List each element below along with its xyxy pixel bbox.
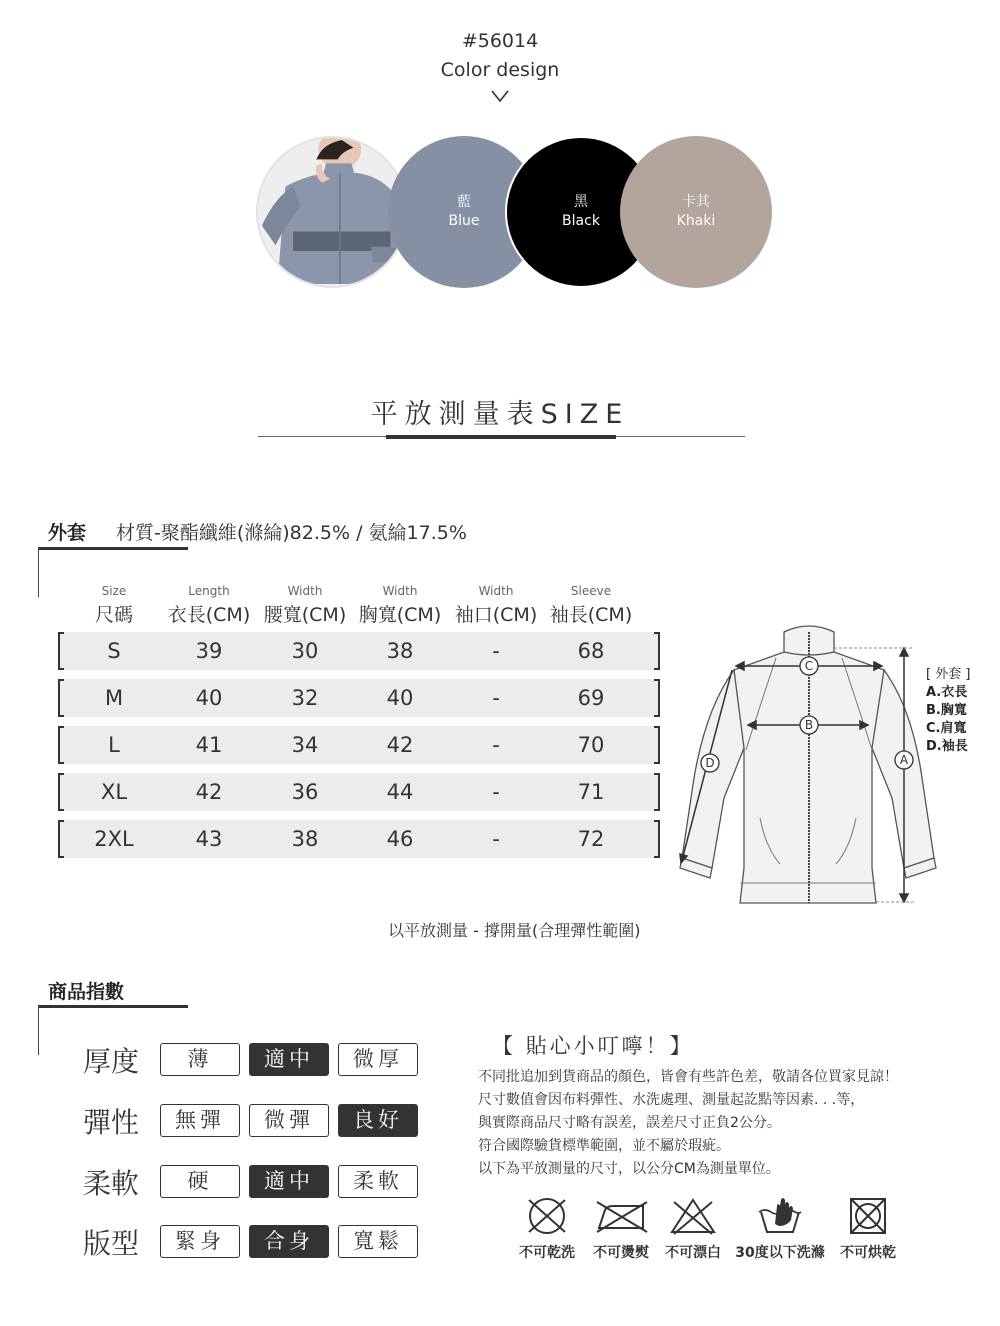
care-item [730,1196,830,1262]
section-title-indices: 商品指數 [48,981,125,1003]
col-header-chest: Width 胸寬(CM) [358,584,442,626]
tip-line: 尺寸數值會因布料彈性、水洗處理、測量起訖點等因素. . .等， [478,1092,865,1108]
care-item [834,1196,902,1262]
care-item [512,1196,582,1262]
tip-line: 不同批追加到貨商品的顏色，皆會有些許色差，敬請各位買家見諒！ [478,1069,898,1085]
care-label: 不可乾洗 [519,1245,575,1261]
table-cell: 72 [577,827,605,851]
section-bracket [38,1005,39,1055]
color-name-zh: 卡其 [682,194,710,210]
index-option-selected: 合身 [249,1225,329,1258]
index-option: 薄 [160,1043,240,1076]
divider-accent [386,435,616,439]
legend-item: B.胸寬 [926,703,967,718]
col-header-cuff: Width 袖口(CM) [454,584,538,626]
table-cell: - [492,827,500,851]
size-chart-title: 平放測量表SIZE [370,399,630,430]
table-cell: 2XL [94,827,134,851]
tips-title: 【 貼心小叮嚀！】 [492,1034,694,1058]
index-option-selected: 良好 [338,1104,418,1137]
color-design-heading: Color design [440,59,560,81]
table-cell: 44 [386,780,414,804]
col-header-sleeve: Sleeve 袖長(CM) [549,584,633,626]
care-label: 不可漂白 [665,1245,721,1261]
marker-a: A [899,753,909,767]
col-header-waist: Width 腰寬(CM) [263,584,347,626]
table-cell: L [108,733,120,757]
product-code: #56014 [461,30,539,52]
table-cell: - [492,780,500,804]
care-label: 不可烘乾 [840,1245,896,1261]
table-cell: 71 [577,780,605,804]
color-name-zh: 黑 [574,194,588,210]
table-cell: 43 [195,827,223,851]
table-row [58,726,660,764]
table-cell: 32 [291,686,319,710]
table-cell: - [492,733,500,757]
table-row [58,679,660,717]
material-text: 材質-聚酯纖維(滌綸)82.5% / 氨綸17.5% [116,522,467,544]
care-item [660,1196,726,1262]
legend-title: [ 外套 ] [926,667,971,682]
index-option: 緊身 [160,1225,240,1258]
table-cell: 42 [195,780,223,804]
section-title-jacket: 外套 [48,522,87,544]
chevron-down-icon [490,88,510,104]
index-option: 微彈 [249,1104,329,1137]
index-label-softness: 柔軟 [83,1167,140,1200]
marker-b: B [804,718,814,732]
table-cell: 39 [195,639,223,663]
table-cell: XL [100,780,128,804]
col-header-length: Length 衣長(CM) [167,584,251,626]
col-header-size: Size 尺碼 [94,584,133,626]
index-option: 硬 [160,1165,240,1198]
index-label-fit: 版型 [83,1227,140,1260]
table-cell: 40 [195,686,223,710]
table-row [58,773,660,811]
index-option: 寬鬆 [338,1225,418,1258]
model-photo-illustration [256,138,408,286]
table-cell: 41 [195,733,223,757]
table-cell: 42 [386,733,414,757]
table-cell: 69 [577,686,605,710]
no-tumble-dry-icon [848,1196,888,1236]
measurement-note: 以平放測量 - 撐開量(合理彈性範圍) [388,921,641,940]
jacket-measurement-diagram [676,618,938,910]
table-row [58,820,660,858]
section-underline [38,1005,188,1008]
product-photo [256,136,408,288]
index-option: 無彈 [160,1104,240,1137]
table-cell: 46 [386,827,414,851]
tip-line: 以下為平放測量的尺寸，以公分CM為測量單位。 [478,1161,780,1177]
legend-item: A.衣長 [926,685,968,700]
marker-c: C [804,659,814,673]
hand-wash-30-icon [755,1196,805,1236]
color-name-en: Khaki [676,213,716,229]
index-option-selected: 適中 [249,1165,329,1198]
care-item [586,1196,656,1262]
table-cell: 40 [386,686,414,710]
table-cell: 70 [577,733,605,757]
table-row [58,632,660,670]
table-cell: 36 [291,780,319,804]
table-cell: S [107,639,121,663]
table-cell: M [104,686,124,710]
no-iron-icon [593,1196,649,1236]
section-bracket [38,547,39,597]
tip-line: 與實際商品尺寸略有誤差，誤差尺寸正負2公分。 [478,1115,781,1131]
care-label: 30度以下洗滌 [735,1245,825,1261]
index-label-thickness: 厚度 [83,1045,140,1078]
legend-item: C.肩寬 [926,721,967,736]
no-dry-clean-icon [525,1196,569,1236]
table-cell: 68 [577,639,605,663]
care-label: 不可燙熨 [593,1245,649,1261]
legend-item: D.袖長 [926,739,968,754]
color-name-en: Blue [448,213,480,229]
index-option: 微厚 [338,1043,418,1076]
color-name-zh: 藍 [457,194,471,210]
table-cell: 34 [291,733,319,757]
marker-d: D [705,756,715,770]
diagram-legend [926,666,970,756]
index-option: 柔軟 [338,1165,418,1198]
table-cell: 38 [386,639,414,663]
tips-text [478,1066,898,1181]
table-cell: 38 [291,827,319,851]
table-cell: - [492,639,500,663]
section-underline [38,547,188,550]
table-cell: - [492,686,500,710]
color-name-en: Black [562,213,600,229]
no-bleach-icon [668,1196,718,1236]
color-swatch-khaki[interactable] [620,136,772,288]
tip-line: 符合國際驗貨標準範圍，並不屬於瑕疵。 [478,1138,730,1154]
index-label-elasticity: 彈性 [83,1106,140,1139]
table-cell: 30 [291,639,319,663]
index-option-selected: 適中 [249,1043,329,1076]
